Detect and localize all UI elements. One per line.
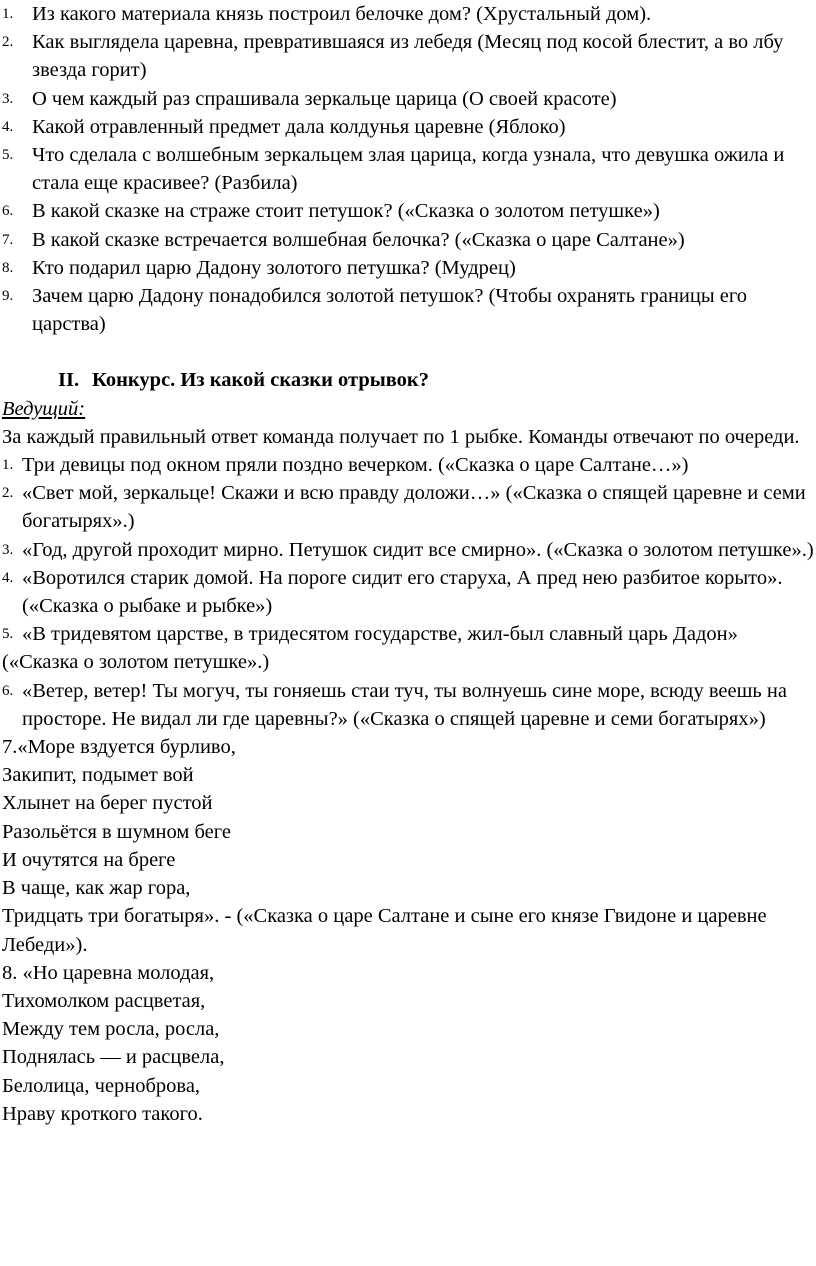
list-number: 7. — [2, 231, 14, 248]
poem-line-answer: Тридцать три богатыря». - («Сказка о царе Салтане и сыне его князе Гвидоне и царевне Лебеди»). — [2, 905, 767, 956]
poem-line: Закипит, подымет вой — [2, 764, 194, 787]
list-number: 8. — [2, 259, 14, 276]
excerpt-item-1 — [2, 451, 814, 479]
poem-line: Между тем росла, росла, — [2, 1018, 220, 1041]
excerpt-text: Три девицы под окном пряли поздно вечерком. («Сказка о царе Салтане…») — [22, 454, 689, 477]
poem-excerpt-8 — [2, 959, 814, 1128]
excerpt-text: «Год, другой проходит мирно. Петушок сидит все смирно». («Сказка о золотом петушке».) — [22, 538, 814, 561]
question-text: Как выглядела царевна, превратившаяся из лебедя (Месяц под косой блестит, а во лбу звезда горит) — [32, 31, 784, 82]
list-number: 5. — [2, 147, 14, 164]
question-item-7 — [2, 226, 814, 254]
excerpt-text: «В тридевятом царстве, в тридесятом государстве, жил-был славный царь Дадон» — [22, 623, 738, 646]
host-label: Ведущий: — [2, 397, 86, 420]
blank-line — [2, 338, 814, 366]
section-number: II. — [58, 369, 80, 392]
list-number: 6. — [2, 203, 14, 220]
question-text: Что сделала с волшебным зеркальцем злая царица, когда узнала, что девушка ожила и стала еще красивее? (Разбила) — [32, 144, 785, 195]
excerpt-item-2 — [2, 479, 814, 535]
poem-line: Разольётся в шумном беге — [2, 820, 231, 843]
excerpt-list — [2, 451, 814, 648]
list-number: 4. — [2, 569, 14, 586]
question-text: Зачем царю Дадону понадобился золотой петушок? (Чтобы охранять границы его царства) — [32, 285, 748, 336]
question-item-3 — [2, 85, 814, 113]
list-number: 1. — [2, 457, 14, 474]
excerpt-item-5 — [2, 620, 814, 648]
question-text: В какой сказке встречается волшебная белочка? («Сказка о царе Салтане») — [32, 228, 685, 251]
question-text: Из какого материала князь построил белочке дом? (Хрустальный дом). — [32, 3, 652, 25]
excerpt-list-continued — [2, 677, 814, 733]
excerpt-text: «Ветер, ветер! Ты могуч, ты гоняешь стаи туч, ты волнуешь сине море, всюду веешь на просторе. Не видал ли где царевны?» («Сказка о спящей царевне и семи богатырях») — [22, 679, 787, 730]
poem-line: Хлынет на берег пустой — [2, 792, 213, 815]
poem-line: В чаще, как жар гора, — [2, 877, 191, 900]
poem-line: 8. «Но царевна молодая, — [2, 961, 215, 984]
excerpt-text: «Воротился старик домой. На пороге сидит его старуха, А пред нею разбитое корыто». («Сказка о рыбаке и рыбке») — [22, 566, 783, 618]
excerpt-item-4 — [2, 564, 814, 620]
list-number: 6. — [2, 682, 14, 699]
excerpt-5-answer: («Сказка о золотом петушке».) — [2, 651, 270, 674]
list-number: 9. — [2, 288, 14, 305]
list-number: 2. — [2, 34, 14, 51]
poem-line: Тихомолком расцветая, — [2, 989, 206, 1012]
list-number: 4. — [2, 118, 14, 135]
list-number: 3. — [2, 541, 14, 558]
poem-line: 7.«Море вздуется бурливо, — [2, 736, 236, 759]
section-heading — [2, 366, 814, 394]
list-number: 5. — [2, 626, 14, 643]
excerpt-item-3 — [2, 536, 814, 564]
poem-line: Нраву кроткого такого. — [2, 1102, 203, 1125]
excerpt-text: «Свет мой, зеркальце! Скажи и всю правду доложи…» («Сказка о спящей царевне и семи богатырях».) — [22, 482, 806, 533]
question-text: В какой сказке на страже стоит петушок? («Сказка о золотом петушке») — [32, 200, 660, 223]
question-item-1 — [2, 0, 814, 28]
question-text: Кто подарил царю Дадону золотого петушка? (Мудрец) — [32, 256, 516, 279]
poem-line: Белолица, черноброва, — [2, 1074, 201, 1097]
question-item-2 — [2, 28, 814, 84]
excerpt-item-6 — [2, 677, 814, 733]
question-item-5 — [2, 141, 814, 197]
question-item-9 — [2, 282, 814, 338]
list-number: 3. — [2, 90, 14, 107]
question-text: Какой отравленный предмет дала колдунья царевне (Яблоко) — [32, 115, 566, 138]
poem-line: И очутятся на бреге — [2, 848, 176, 871]
question-item-8 — [2, 254, 814, 282]
list-number: 1. — [2, 6, 14, 22]
list-number: 2. — [2, 485, 14, 502]
poem-excerpt-7 — [2, 733, 814, 959]
question-item-6 — [2, 197, 814, 225]
poem-line: Поднялась — и расцвела, — [2, 1046, 225, 1069]
question-item-4 — [2, 113, 814, 141]
section-title: Конкурс. Из какой сказки отрывок? — [92, 369, 429, 392]
quiz-questions-list — [2, 0, 814, 338]
question-text: О чем каждый раз спрашивала зеркальце царица (О своей красоте) — [32, 87, 617, 110]
contest-intro: За каждый правильный ответ команда получает по 1 рыбке. Команды отвечают по очереди. — [2, 425, 800, 448]
